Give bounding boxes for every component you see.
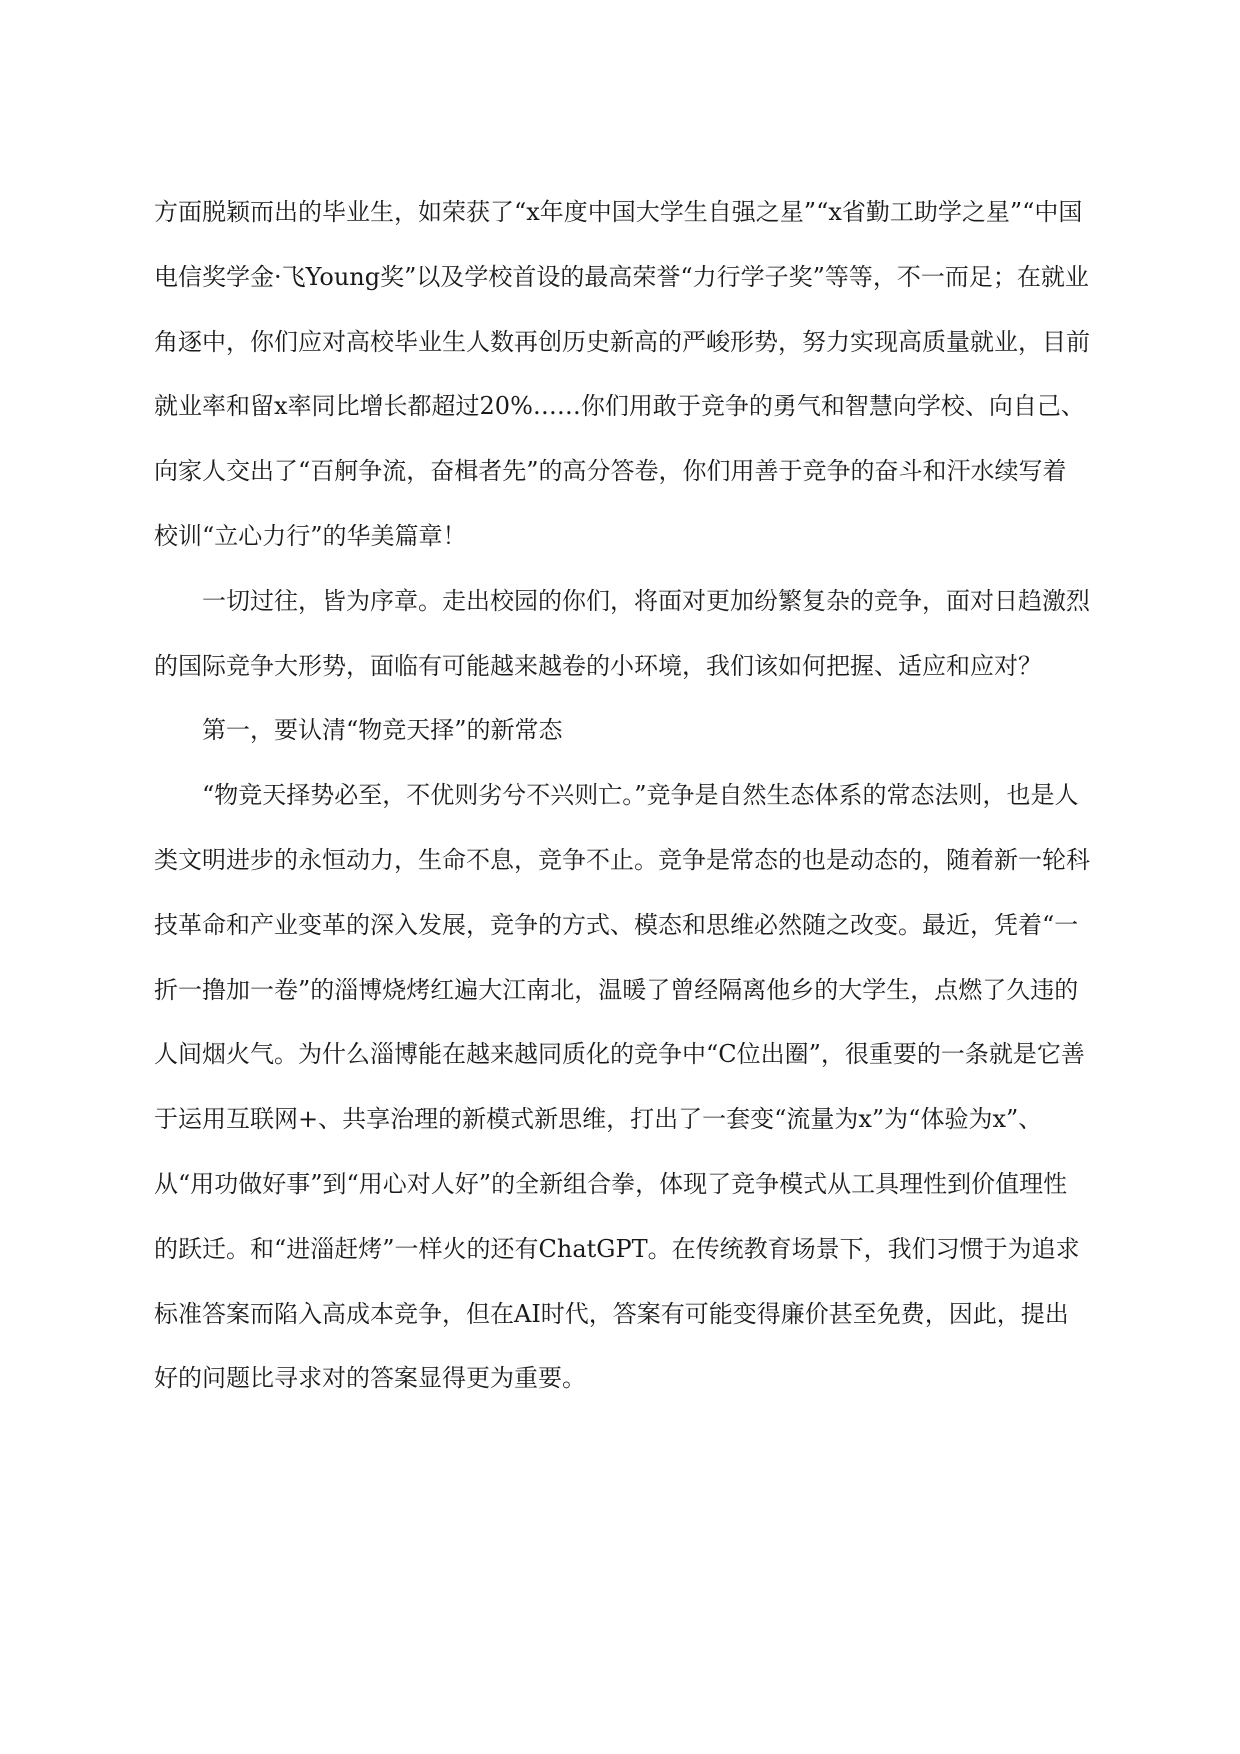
paragraph-3: “物竞天择势必至，不优则劣兮不兴则亡。”竞争是自然生态体系的常态法则，也是人类文明进步的永恒动力，生命不息，竞争不止。竞争是常态的也是动态的，随着新一轮科技革命和产业变革的深入发展，竞争的方式、模态和思维必然随之改变。最近，凭着“一折一撸加一卷”的淄博烧烤红遍大江南北，温暖了曾经隔离他乡的大学生，点燃了久违的人间烟火气。为什么淄博能在越来越同质化的竞争中“C位出圈”，很重要的一条就是它善于运用互联网+、共享治理的新模式新思维，打出了一套变“流量为x”为“体验为x”、从“用功做好事”到“用心对人好”的全新组合拳，体现了竞争模式从工具理性到价值理性的跃迁。和“进淄赶烤”一样火的还有ChatGPT。在传统教育场景下，我们习惯于为追求标准答案而陷入高成本竞争，但在AI时代，答案有可能变得廉价甚至免费，因此，提出好的问题比寻求对的答案显得更为重要。 (154, 781, 1090, 1393)
paragraph-1: 方面脱颖而出的毕业生，如荣获了“x年度中国大学生自强之星”“x省勤工助学之星”“中国电信奖学金·飞Young奖”以及学校首设的最高荣誉“力行学子奖”等等，不一而足；在就业角逐中，你们应对高校毕业生人数再创历史新高的严峻形势，努力实现高质量就业，目前就业率和留x率同比增长都超过20%……你们用敢于竞争的勇气和智慧向学校、向自己、向家人交出了“百舸争流，奋楫者先”的高分答卷，你们用善于竞争的奋斗和汗水续写着校训“立心力行”的华美篇章！ (154, 198, 1090, 550)
section-heading: 第一，要认清“物竞天择”的新常态 (202, 716, 563, 745)
paragraph-2: 一切过往，皆为序章。走出校园的你们，将面对更加纷繁复杂的竞争，面对日趋激烈的国际竞争大形势，面临有可能越来越卷的小环境，我们该如何把握、适应和应对？ (154, 586, 1090, 680)
document-body (154, 180, 1090, 1411)
